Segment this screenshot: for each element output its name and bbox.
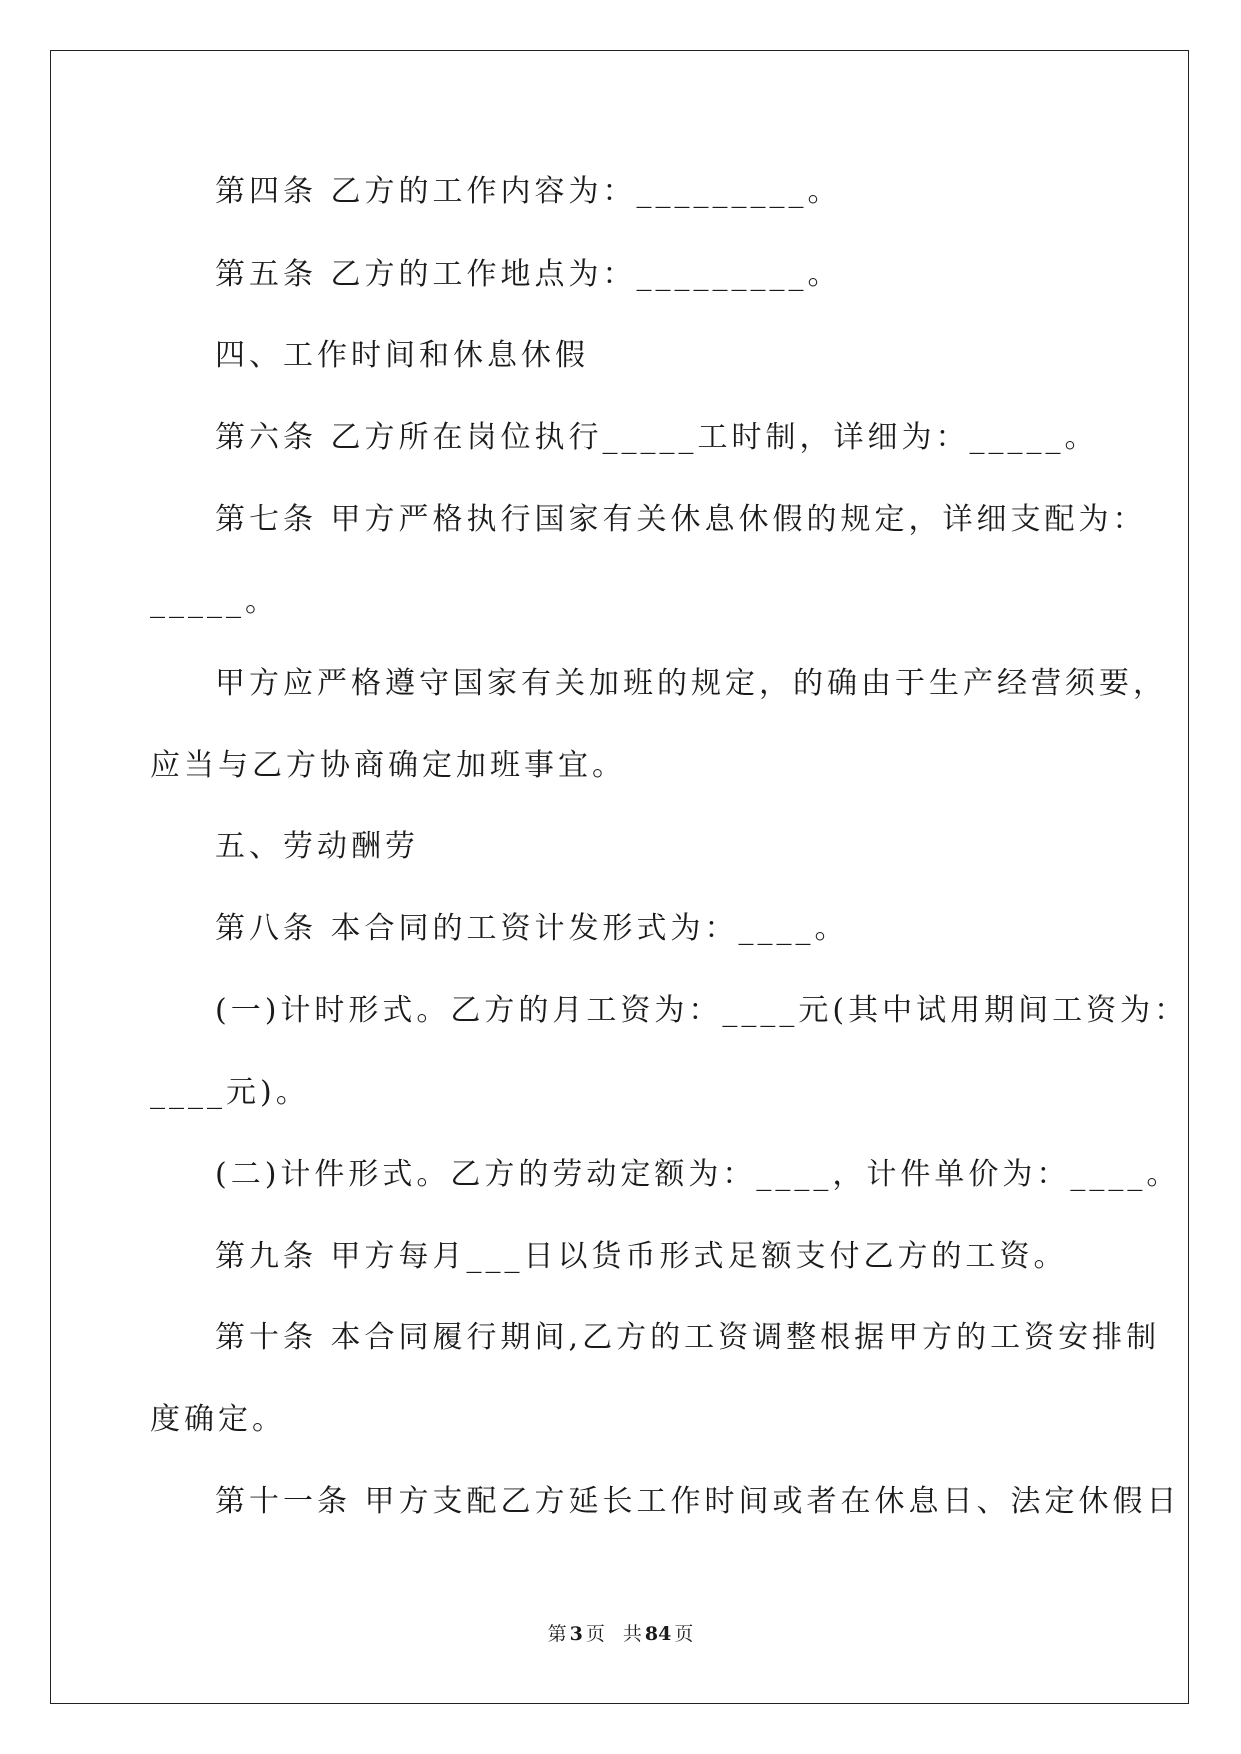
total-unit: 页 — [674, 1623, 694, 1645]
clause-6: 第六条 乙方所在岗位执行_____工时制，详细为：_____。 — [215, 420, 1099, 455]
clause-5: 第五条 乙方的工作地点为：_________。 — [215, 257, 842, 292]
clause-8: 第八条 本合同的工资计发形式为：____。 — [215, 911, 849, 946]
total-prefix: 共 — [622, 1623, 642, 1645]
current-page-number: 3 — [569, 1623, 583, 1645]
section-5-heading: 五、劳动酬劳 — [215, 829, 419, 864]
clause-9: 第九条 甲方每月___日以货币形式足额支付乙方的工资。 — [215, 1239, 1068, 1274]
overtime-paragraph-continued: 应当与乙方协商确定加班事宜。 — [150, 748, 626, 783]
clause-4: 第四条 乙方的工作内容为：_________。 — [215, 174, 842, 209]
clause-10: 第十条 本合同履行期间,乙方的工资调整根据甲方的工资安排制 — [215, 1320, 1161, 1355]
clause-7-continued: _____。 — [150, 584, 279, 619]
page-prefix: 第 — [547, 1623, 567, 1645]
clause-8-item-1-continued: ____元)。 — [150, 1075, 310, 1110]
clause-10-continued: 度确定。 — [150, 1402, 286, 1437]
clause-7: 第七条 甲方严格执行国家有关休息休假的规定，详细支配为： — [215, 502, 1147, 537]
clause-8-item-2: (二)计件形式。乙方的劳动定额为：____，计件单价为：____。 — [215, 1157, 1181, 1192]
page-unit: 页 — [585, 1623, 605, 1645]
page-border — [50, 50, 1189, 1704]
page-footer — [0, 1622, 1241, 1646]
section-4-heading: 四、工作时间和休息休假 — [215, 338, 589, 373]
clause-11: 第十一条 甲方支配乙方延长工作时间或者在休息日、法定休假日 — [215, 1484, 1181, 1519]
overtime-paragraph: 甲方应严格遵守国家有关加班的规定，的确由于生产经营须要， — [215, 666, 1167, 701]
total-page-count: 84 — [644, 1623, 672, 1645]
clause-8-item-1: (一)计时形式。乙方的月工资为：____元(其中试用期间工资为： — [215, 993, 1189, 1028]
